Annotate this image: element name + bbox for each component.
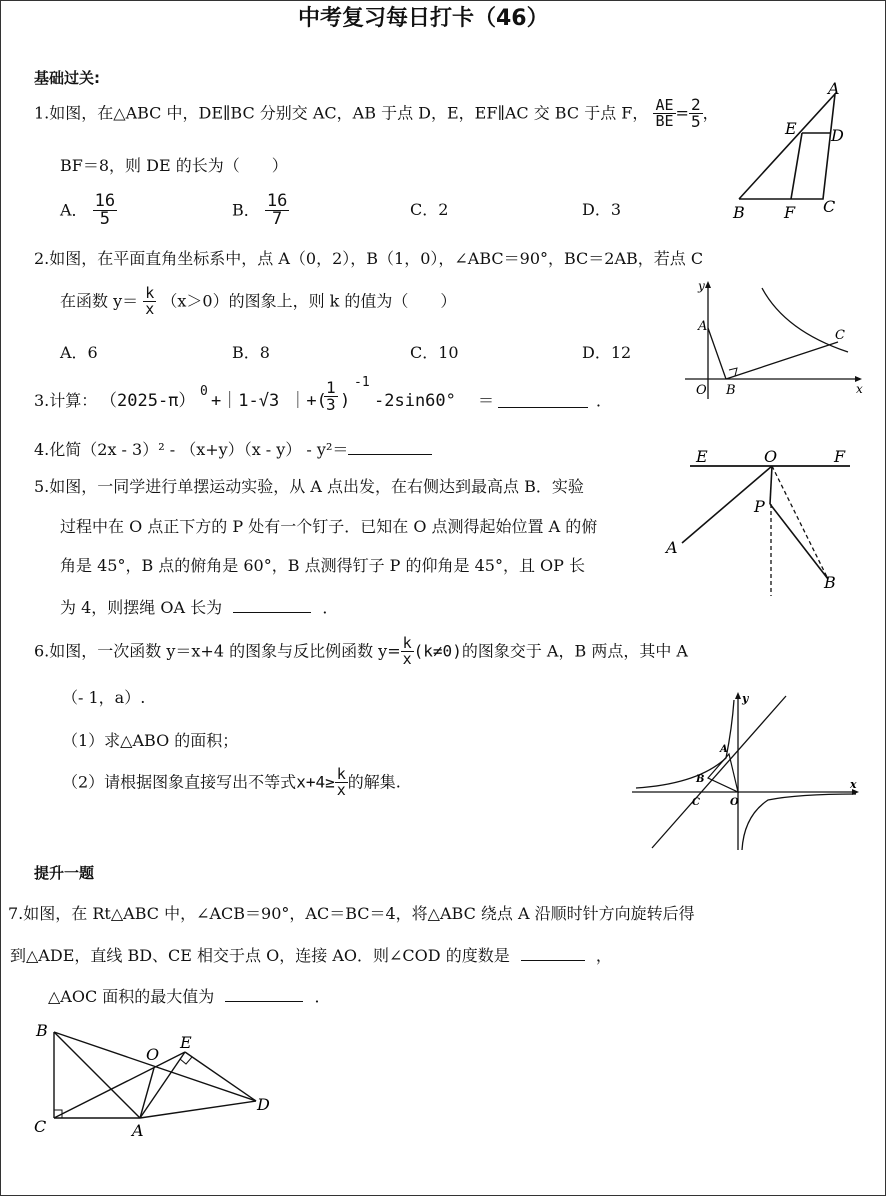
q3-equals: ＝ [478,391,495,410]
q5-line3: 角是 45°，B 点的俯角是 60°，B 点测得钉子 P 的仰角是 45°，且 OP 长 [60,556,586,575]
q7-label-e: E [180,1033,192,1052]
q7-segment-ao [140,1068,154,1118]
q6-linear-graph [652,696,786,848]
q1-option-b-label: B． [232,200,260,220]
section-advanced-heading: 提升一题 [34,864,95,882]
q7-segment-ed [185,1052,256,1101]
q7-line1: 7.如图，在 Rt△ABC 中，∠ACB＝90°，AC＝BC＝4，将△ABC 绕点 A 沿顺时针方向旋转后得 [8,904,695,923]
q6-function-figure [628,688,863,853]
q6-label-b: B [696,774,705,785]
q7-right-angle-e [180,1057,192,1064]
q7-line2-end: ， [595,946,612,965]
q3-period: ． [596,391,613,410]
q1-option-a-fraction [93,193,117,228]
q2-fraction-num: k [145,284,155,302]
q6-triangle-abo [708,754,738,792]
q6-sub2-post: 的解集. [347,772,401,792]
q2-label-a: A [698,319,708,334]
q4-answer-blank[interactable] [348,440,432,455]
q3-answer-blank[interactable] [498,393,588,408]
q1-ratio-value-den: 5 [690,112,701,131]
page-title: 中考复习每日打卡（46） [298,6,549,31]
q3-exponent-minus1: -1 [354,375,370,390]
q1-ratio-value [689,97,703,130]
q2-option-d: D．12 [582,343,632,362]
q2-y-arrow [705,281,711,288]
q7-label-o: O [146,1045,160,1064]
q5-segment-op [770,466,772,504]
q1-option-b-num: 16 [266,191,288,211]
q7-area-answer-blank[interactable] [225,987,303,1002]
q2-line2 [60,286,456,317]
q5-line1: 5.如图，一同学进行单摆运动实验，从 A 点出发，在右侧达到最高点 B．实验 [34,477,584,496]
q1-label-a: A [828,80,840,98]
q1-label-e: E [785,119,797,138]
q3-fraction-den: 3 [326,395,336,414]
q1-option-c: C．2 [410,200,449,219]
q1-stem-text: 1.如图，在△ABC 中，DE∥BC 分别交 AC，AB 于点 D，E，EF∥AC 交 BC 于点 F， [34,103,649,123]
q1-option-a-den: 5 [99,209,111,229]
q2-label-o: O [696,383,707,398]
q2-function-fraction [143,286,156,317]
q1-option-b-den: 7 [271,209,283,229]
q6-y-arrow [735,692,741,699]
q3-close-paren: ) [340,391,351,411]
q1-triangle-abc [739,94,835,199]
q7-label-b: B [36,1021,48,1040]
q2-option-b: B．8 [232,343,270,362]
q3-fraction-one-third [324,380,338,413]
q6-line2: （- 1，a）. [62,688,146,707]
q1-triangle-figure [725,80,860,225]
q5-line4-text: 为 4，则摆绳 OA 长为 [60,598,223,617]
q1-label-f: F [784,203,796,222]
q2-label-c: C [835,328,845,343]
q5-segment-pb [770,504,828,579]
q1-option-b-fraction [265,193,289,228]
q2-label-y: y [698,279,705,293]
q1-label-b: B [733,203,745,222]
q1-label-d: D [831,126,844,145]
q2-line2-pre: 在函数 y＝ [60,291,139,311]
q2-coordinate-figure [680,276,870,401]
q6-sub2-pre: （2）请根据图象直接写出不等式 [62,772,297,792]
q6-label-y: y [742,692,749,705]
q6-line1-pre: 6.如图，一次函数 y＝x+4 的图象与反比例函数 y= [34,641,401,661]
q2-label-x: x [856,382,863,396]
q1-ratio-numerator: AE [655,96,674,114]
q7-angle-answer-blank[interactable] [521,946,585,961]
q6-line1 [34,636,688,667]
q7-line3-text: △AOC 面积的最大值为 [48,987,215,1006]
q1-ratio-denominator: BE [655,112,674,130]
q2-line2-post: （x＞0）的图象上，则 k 的值为（ ） [161,291,457,311]
q1-stem-tail: ， [702,103,719,123]
q1-option-a [60,193,117,228]
q1-ratio-equals: = [675,103,689,123]
q6-condition: (k≠0) [413,641,462,661]
q1-ratio-value-num: 2 [690,95,701,114]
q2-fraction-den: x [145,300,155,318]
q7-label-a: A [132,1121,144,1140]
q5-label-b: B [824,573,836,592]
q1-segment-ef [791,133,802,199]
q2-segment-ab [708,328,726,379]
q7-line3-end: ． [314,987,331,1006]
q7-segment-ba [54,1032,140,1118]
q1-option-a-label: A． [60,200,88,220]
q6-label-o: O [730,797,739,808]
q6-fraction-k-over-x [401,636,414,667]
q1-label-c: C [823,197,836,216]
q5-dashed-ob [772,466,828,579]
q6-sub2-fraction-num: k [336,765,346,783]
q3-term-sin: -2sin60° [374,391,456,411]
q6-label-c: C [692,797,700,808]
q6-fraction-num: k [402,634,412,652]
q4-question [34,440,432,458]
q7-segment-ce [54,1052,185,1118]
q1-option-b [232,193,289,228]
q6-label-x: x [850,778,857,791]
section-basic-heading: 基础过关: [34,69,100,87]
q6-inequality: x+4≥ [296,772,335,792]
q1-option-a-num: 16 [94,191,116,211]
q5-line4 [60,598,338,616]
q6-line1-post: 的图象交于 A，B 两点，其中 A [461,641,688,661]
q1-line2: BF＝8，则 DE 的长为（ ） [60,156,288,175]
q5-line2: 过程中在 O 点正下方的 P 处有一个钉子．已知在 O 点测得起始位置 A 的俯 [60,517,598,536]
q5-label-a: A [666,538,678,557]
q7-label-d: D [257,1095,270,1114]
q1-stem [34,97,719,130]
q6-sub2-fraction [335,767,348,798]
q2-option-c: C．10 [410,343,459,362]
q3-term-abs: +｜1-√3 ｜+( [211,391,327,411]
q6-fraction-den: x [402,650,412,668]
q3-prefix: 3.计算： [34,391,98,410]
q5-period: ． [322,598,339,617]
q5-answer-blank[interactable] [233,598,311,613]
q7-line2-text: 到△ADE，直线 BD、CE 相交于点 O，连接 AO．则∠COD 的度数是 [10,946,510,965]
q2-label-b: B [726,383,736,398]
q3-term-power0: （2025-π） [100,391,196,411]
q2-segment-bc [726,342,838,379]
q7-line2 [10,946,612,964]
q6-sub1: （1）求△ABO 的面积； [62,731,239,750]
q5-label-e: E [696,447,708,466]
q2-option-a: A．6 [60,343,98,362]
q5-label-f: F [834,447,846,466]
q7-rotation-figure [28,1018,288,1143]
q4-text: 4.化简（2x - 3）² - （x+y）（x - y） - y²＝ [34,440,349,459]
q1-ratio-fraction [653,98,675,129]
q3-exponent-0: 0 [200,384,208,399]
q6-sub2 [62,767,401,798]
q6-sub2-fraction-den: x [336,781,346,799]
q7-segment-ad [140,1101,256,1118]
q5-label-o: O [764,447,778,466]
q1-option-d: D．3 [582,200,622,219]
q5-pendulum-figure [660,446,860,596]
q7-label-c: C [34,1117,47,1136]
q5-label-p: P [754,497,765,516]
q2-right-angle-mark [729,368,737,376]
q3-fraction-num: 1 [326,378,336,397]
q2-stem: 2.如图，在平面直角坐标系中，点 A（0，2），B（1，0），∠ABC＝90°，BC＝2AB，若点 C [34,249,704,268]
q7-line3 [48,987,331,1005]
q6-hyperbola-right [742,794,856,850]
q6-label-a: A [720,744,728,755]
